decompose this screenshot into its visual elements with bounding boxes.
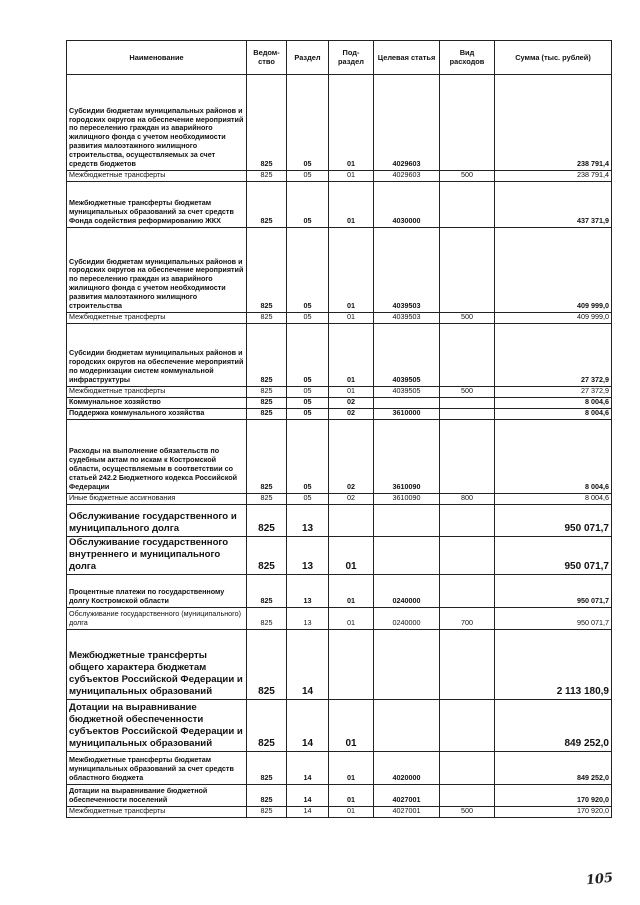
table-row	[67, 752, 612, 785]
cell-tsel: 4029603	[374, 75, 440, 171]
cell-name: Межбюджетные трансферты	[67, 807, 247, 818]
cell-summa: 950 071,7	[495, 537, 612, 575]
cell-podrazdel: 01	[329, 785, 374, 807]
cell-vid: 800	[440, 494, 495, 505]
cell-tsel: 3610000	[374, 409, 440, 420]
table-row	[67, 807, 612, 818]
cell-razdel: 05	[287, 171, 329, 182]
cell-razdel: 05	[287, 398, 329, 409]
cell-name: Межбюджетные трансферты бюджетам муниципальных образований за счет средств Фонда содействия реформированию ЖКХ	[67, 182, 247, 228]
cell-tsel: 0240000	[374, 575, 440, 608]
cell-razdel: 13	[287, 505, 329, 537]
cell-podrazdel: 01	[329, 700, 374, 752]
table-row	[67, 324, 612, 387]
cell-ved: 825	[247, 575, 287, 608]
cell-tsel	[374, 398, 440, 409]
cell-name: Межбюджетные трансферты	[67, 387, 247, 398]
cell-ved: 825	[247, 387, 287, 398]
cell-name: Дотации на выравнивание бюджетной обеспеченности субъектов Российской Федерации и муниципальных образований	[67, 700, 247, 752]
cell-razdel: 05	[287, 387, 329, 398]
cell-razdel: 13	[287, 537, 329, 575]
cell-tsel: 4039503	[374, 313, 440, 324]
cell-name: Поддержка коммунального хозяйства	[67, 409, 247, 420]
cell-summa: 849 252,0	[495, 700, 612, 752]
cell-summa: 8 004,6	[495, 409, 612, 420]
header-podrazdel: Под-раздел	[329, 41, 374, 75]
cell-name: Межбюджетные трансферты	[67, 171, 247, 182]
cell-podrazdel: 01	[329, 807, 374, 818]
cell-name: Межбюджетные трансферты	[67, 313, 247, 324]
cell-vid: 500	[440, 171, 495, 182]
table-row	[67, 420, 612, 494]
cell-podrazdel: 02	[329, 420, 374, 494]
cell-name: Расходы на выполнение обязательств по судебным актам по искам к Костромской области, осуществляемым в соответствии со статьей 242.2 Бюджетного кодекса Российской Федерации	[67, 420, 247, 494]
cell-podrazdel: 01	[329, 228, 374, 313]
cell-ved: 825	[247, 409, 287, 420]
cell-ved: 825	[247, 700, 287, 752]
table-row	[67, 171, 612, 182]
cell-ved: 825	[247, 228, 287, 313]
cell-summa: 27 372,9	[495, 387, 612, 398]
cell-summa: 2 113 180,9	[495, 630, 612, 700]
cell-razdel: 14	[287, 807, 329, 818]
table-row	[67, 505, 612, 537]
cell-podrazdel	[329, 630, 374, 700]
table-row	[67, 630, 612, 700]
cell-name: Обслуживание государственного внутреннего и муниципального долга	[67, 537, 247, 575]
header-summa: Сумма (тыс. рублей)	[495, 41, 612, 75]
cell-razdel: 05	[287, 420, 329, 494]
cell-summa: 950 071,7	[495, 505, 612, 537]
cell-name: Коммунальное хозяйство	[67, 398, 247, 409]
cell-razdel: 14	[287, 700, 329, 752]
cell-summa: 409 999,0	[495, 313, 612, 324]
cell-podrazdel: 02	[329, 398, 374, 409]
cell-vid	[440, 505, 495, 537]
cell-razdel: 05	[287, 182, 329, 228]
cell-podrazdel: 02	[329, 409, 374, 420]
cell-summa: 8 004,6	[495, 398, 612, 409]
cell-podrazdel: 02	[329, 494, 374, 505]
cell-ved: 825	[247, 537, 287, 575]
cell-tsel: 4030000	[374, 182, 440, 228]
cell-name: Субсидии бюджетам муниципальных районов и городских округов на обеспечение мероприятий по модернизации систем коммунальной инфраструктуры	[67, 324, 247, 387]
cell-podrazdel: 01	[329, 313, 374, 324]
cell-summa: 170 920,0	[495, 785, 612, 807]
table-row	[67, 608, 612, 630]
cell-podrazdel: 01	[329, 752, 374, 785]
table-row	[67, 228, 612, 313]
cell-vid	[440, 228, 495, 313]
cell-name: Субсидии бюджетам муниципальных районов и городских округов на обеспечение мероприятий по переселению граждан из аварийного жилищного фонда с учетом необходимости развития малоэтажного жилищного строительства	[67, 228, 247, 313]
cell-tsel	[374, 505, 440, 537]
cell-summa: 950 071,7	[495, 575, 612, 608]
cell-vid: 500	[440, 387, 495, 398]
cell-razdel: 05	[287, 75, 329, 171]
cell-name: Процентные платежи по государственному долгу Костромской области	[67, 575, 247, 608]
table-row	[67, 785, 612, 807]
cell-podrazdel: 01	[329, 387, 374, 398]
cell-ved: 825	[247, 807, 287, 818]
table-row	[67, 537, 612, 575]
cell-razdel: 14	[287, 785, 329, 807]
cell-tsel: 4039505	[374, 324, 440, 387]
cell-vid	[440, 420, 495, 494]
cell-tsel: 4029603	[374, 171, 440, 182]
cell-tsel: 4039505	[374, 387, 440, 398]
cell-podrazdel: 01	[329, 537, 374, 575]
cell-ved: 825	[247, 752, 287, 785]
page-mark: 105	[585, 870, 614, 889]
cell-razdel: 14	[287, 630, 329, 700]
cell-ved: 825	[247, 505, 287, 537]
cell-vid	[440, 324, 495, 387]
cell-razdel: 05	[287, 324, 329, 387]
cell-summa: 170 920,0	[495, 807, 612, 818]
cell-name: Межбюджетные трансферты бюджетам муниципальных образований за счет средств областного бюджета	[67, 752, 247, 785]
cell-tsel: 4039503	[374, 228, 440, 313]
table-row	[67, 409, 612, 420]
header-row	[67, 41, 612, 75]
table-row	[67, 387, 612, 398]
table-row	[67, 494, 612, 505]
table-row	[67, 75, 612, 171]
cell-vid	[440, 75, 495, 171]
cell-name: Межбюджетные трансферты общего характера бюджетам субъектов Российской Федерации и муниципальных образований	[67, 630, 247, 700]
table-row	[67, 313, 612, 324]
cell-vid: 500	[440, 313, 495, 324]
cell-vid	[440, 752, 495, 785]
cell-vid	[440, 785, 495, 807]
cell-summa: 238 791,4	[495, 75, 612, 171]
cell-razdel: 14	[287, 752, 329, 785]
cell-podrazdel: 01	[329, 324, 374, 387]
cell-vid	[440, 537, 495, 575]
cell-summa: 409 999,0	[495, 228, 612, 313]
cell-tsel: 4027001	[374, 785, 440, 807]
cell-razdel: 13	[287, 575, 329, 608]
cell-summa: 437 371,9	[495, 182, 612, 228]
cell-vid: 700	[440, 608, 495, 630]
cell-summa: 27 372,9	[495, 324, 612, 387]
cell-razdel: 05	[287, 313, 329, 324]
cell-ved: 825	[247, 75, 287, 171]
cell-podrazdel: 01	[329, 182, 374, 228]
header-tsel: Целевая статья	[374, 41, 440, 75]
cell-summa: 8 004,6	[495, 420, 612, 494]
cell-name: Обслуживание государственного (муниципального) долга	[67, 608, 247, 630]
cell-name: Иные бюджетные ассигнования	[67, 494, 247, 505]
cell-podrazdel: 01	[329, 575, 374, 608]
cell-vid	[440, 409, 495, 420]
cell-name: Субсидии бюджетам муниципальных районов и городских округов на обеспечение мероприятий по переселению граждан из аварийного жилищного фонда с учетом необходимости развития малоэтажного жилищного строительства, осуществляемых за счет средств бюджетов	[67, 75, 247, 171]
header-name: Наименование	[67, 41, 247, 75]
cell-ved: 825	[247, 398, 287, 409]
cell-ved: 825	[247, 630, 287, 700]
table-row	[67, 575, 612, 608]
cell-ved: 825	[247, 171, 287, 182]
cell-name: Обслуживание государственного и муниципального долга	[67, 505, 247, 537]
cell-podrazdel	[329, 505, 374, 537]
table-row	[67, 182, 612, 228]
cell-ved: 825	[247, 785, 287, 807]
cell-vid	[440, 398, 495, 409]
cell-vid: 500	[440, 807, 495, 818]
table-row	[67, 700, 612, 752]
cell-vid	[440, 700, 495, 752]
cell-name: Дотации на выравнивание бюджетной обеспеченности поселений	[67, 785, 247, 807]
cell-ved: 825	[247, 313, 287, 324]
cell-tsel: 3610090	[374, 420, 440, 494]
cell-podrazdel: 01	[329, 608, 374, 630]
header-vid: Вид расходов	[440, 41, 495, 75]
cell-ved: 825	[247, 324, 287, 387]
cell-ved: 825	[247, 182, 287, 228]
budget-table	[66, 40, 612, 818]
cell-summa: 950 071,7	[495, 608, 612, 630]
cell-razdel: 13	[287, 608, 329, 630]
table-row	[67, 398, 612, 409]
cell-tsel: 4027001	[374, 807, 440, 818]
cell-podrazdel: 01	[329, 171, 374, 182]
header-ved: Ведом-ство	[247, 41, 287, 75]
cell-tsel	[374, 537, 440, 575]
cell-tsel: 0240000	[374, 608, 440, 630]
cell-razdel: 05	[287, 409, 329, 420]
cell-summa: 238 791,4	[495, 171, 612, 182]
cell-ved: 825	[247, 494, 287, 505]
cell-tsel: 4020000	[374, 752, 440, 785]
cell-ved: 825	[247, 420, 287, 494]
cell-tsel	[374, 700, 440, 752]
header-razdel: Раздел	[287, 41, 329, 75]
cell-vid	[440, 630, 495, 700]
cell-razdel: 05	[287, 228, 329, 313]
cell-tsel	[374, 630, 440, 700]
cell-summa: 8 004,6	[495, 494, 612, 505]
cell-tsel: 3610090	[374, 494, 440, 505]
cell-vid	[440, 575, 495, 608]
cell-podrazdel: 01	[329, 75, 374, 171]
cell-vid	[440, 182, 495, 228]
cell-razdel: 05	[287, 494, 329, 505]
cell-ved: 825	[247, 608, 287, 630]
cell-summa: 849 252,0	[495, 752, 612, 785]
